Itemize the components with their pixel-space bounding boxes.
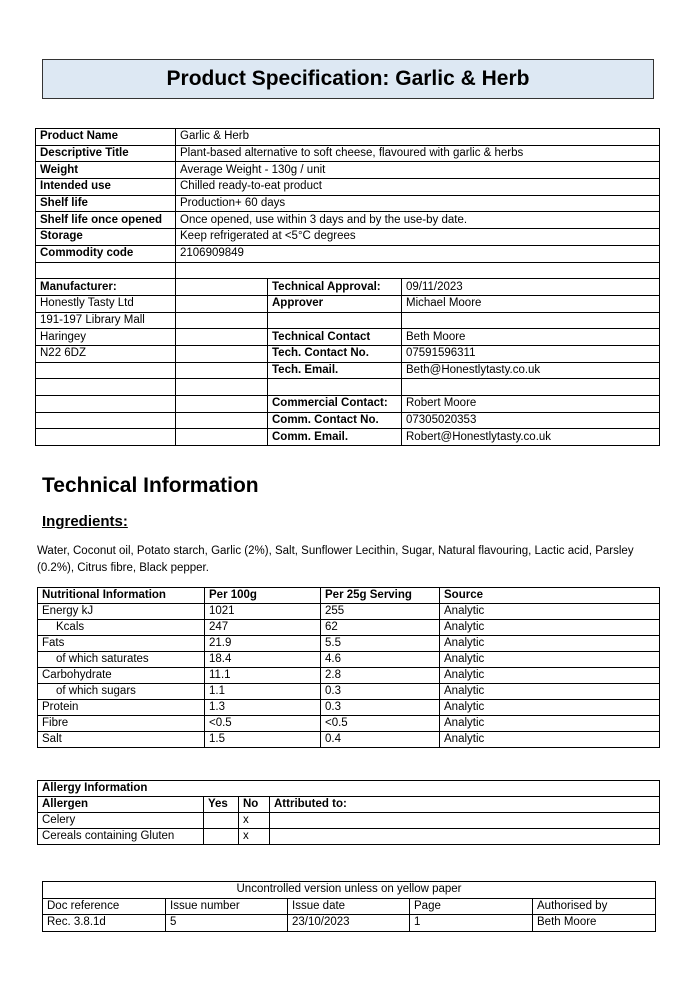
nutrient-name: Kcals — [38, 620, 205, 636]
allergy-title-row — [38, 781, 660, 797]
per-100g-value: 21.9 — [205, 636, 321, 652]
commercial-contact-label: Commercial Contact: — [268, 396, 402, 413]
spec-value: Keep refrigerated at <5°C degrees — [176, 229, 660, 246]
source-value: Analytic — [440, 732, 660, 748]
spec-label: Product Name — [36, 129, 176, 146]
spec-row — [36, 162, 660, 179]
spec-table — [35, 128, 660, 446]
spec-row — [36, 229, 660, 246]
nutrient-name: Fibre — [38, 716, 205, 732]
per-serving-value: 0.3 — [321, 700, 440, 716]
nutrient-name: Fats — [38, 636, 205, 652]
column-header: Issue number — [166, 898, 288, 915]
nutrient-name: of which sugars — [38, 684, 205, 700]
blank-row — [36, 379, 660, 396]
spec-value: Once opened, use within 3 days and by the use-by date. — [176, 212, 660, 229]
allergen-no: x — [239, 813, 270, 829]
per-100g-value: 1021 — [205, 604, 321, 620]
spec-row — [36, 179, 660, 196]
column-header: Page — [410, 898, 533, 915]
allergen-name: Cereals containing Gluten — [38, 829, 204, 845]
contact-row — [36, 412, 660, 429]
column-header: Doc reference — [43, 898, 166, 915]
per-serving-value: 255 — [321, 604, 440, 620]
source-value: Analytic — [440, 620, 660, 636]
spec-row — [36, 245, 660, 262]
contact-row — [36, 329, 660, 346]
nutrition-header-row — [38, 588, 660, 604]
allergy-table — [37, 780, 660, 845]
column-header: Per 25g Serving — [321, 588, 440, 604]
per-serving-value: 5.5 — [321, 636, 440, 652]
contact-row — [36, 312, 660, 329]
issue-date-value: 23/10/2023 — [288, 915, 410, 932]
per-100g-value: 11.1 — [205, 668, 321, 684]
footer-value-row — [43, 915, 656, 932]
source-value: Analytic — [440, 604, 660, 620]
document-title: Product Specification: Garlic & Herb — [42, 59, 654, 99]
column-header: Authorised by — [533, 898, 656, 915]
nutrition-row — [38, 620, 660, 636]
page-value: 1 — [410, 915, 533, 932]
approver-value: Michael Moore — [402, 295, 660, 312]
nutrition-row — [38, 652, 660, 668]
footer-notice-row — [43, 882, 656, 899]
document-control-table — [42, 881, 656, 932]
column-header: Yes — [204, 797, 239, 813]
contact-row — [36, 295, 660, 312]
per-serving-value: 2.8 — [321, 668, 440, 684]
column-header: Per 100g — [205, 588, 321, 604]
manufacturer-line: Honestly Tasty Ltd — [36, 295, 176, 312]
allergy-title: Allergy Information — [38, 781, 660, 797]
authorised-by-value: Beth Moore — [533, 915, 656, 932]
per-serving-value: 4.6 — [321, 652, 440, 668]
column-header: No — [239, 797, 270, 813]
column-header: Nutritional Information — [38, 588, 205, 604]
allergy-row — [38, 813, 660, 829]
spec-row — [36, 129, 660, 146]
nutrition-row — [38, 716, 660, 732]
per-100g-value: 18.4 — [205, 652, 321, 668]
spec-value: 2106909849 — [176, 245, 660, 262]
allergen-yes — [204, 813, 239, 829]
source-value: Analytic — [440, 668, 660, 684]
spec-row — [36, 195, 660, 212]
contact-row — [36, 279, 660, 296]
footer-header-row — [43, 898, 656, 915]
spec-value: Plant-based alternative to soft cheese, flavoured with garlic & herbs — [176, 145, 660, 162]
nutrition-row — [38, 668, 660, 684]
nutrition-row — [38, 604, 660, 620]
commercial-contact-value: Robert Moore — [402, 396, 660, 413]
comm-email-label: Comm. Email. — [268, 429, 402, 446]
nutrient-name: Protein — [38, 700, 205, 716]
tech-contact-no-value: 07591596311 — [402, 345, 660, 362]
tech-email-value: Beth@Honestlytasty.co.uk — [402, 362, 660, 379]
per-100g-value: 1.1 — [205, 684, 321, 700]
uncontrolled-notice: Uncontrolled version unless on yellow paper — [43, 882, 656, 899]
allergen-yes — [204, 829, 239, 845]
manufacturer-label: Manufacturer: — [36, 279, 176, 296]
contact-row — [36, 362, 660, 379]
allergen-attributed — [270, 829, 660, 845]
nutrient-name: Carbohydrate — [38, 668, 205, 684]
nutrition-row — [38, 684, 660, 700]
spec-row — [36, 145, 660, 162]
source-value: Analytic — [440, 636, 660, 652]
spec-value: Average Weight - 130g / unit — [176, 162, 660, 179]
allergy-row — [38, 829, 660, 845]
doc-reference-value: Rec. 3.8.1d — [43, 915, 166, 932]
allergen-no: x — [239, 829, 270, 845]
manufacturer-line: Haringey — [36, 329, 176, 346]
approver-label: Approver — [268, 295, 402, 312]
spec-row — [36, 212, 660, 229]
spec-value: Production+ 60 days — [176, 195, 660, 212]
spec-value: Chilled ready-to-eat product — [176, 179, 660, 196]
source-value: Analytic — [440, 700, 660, 716]
technical-information-heading: Technical Information — [42, 474, 259, 497]
manufacturer-line: 191-197 Library Mall — [36, 312, 176, 329]
comm-contact-no-value: 07305020353 — [402, 412, 660, 429]
nutrition-row — [38, 700, 660, 716]
nutrient-name: Salt — [38, 732, 205, 748]
nutrition-table — [37, 587, 660, 748]
per-serving-value: 0.3 — [321, 684, 440, 700]
column-header: Source — [440, 588, 660, 604]
comm-email-value: Robert@Honestlytasty.co.uk — [402, 429, 660, 446]
issue-number-value: 5 — [166, 915, 288, 932]
nutrition-row — [38, 732, 660, 748]
per-100g-value: 1.3 — [205, 700, 321, 716]
allergen-attributed — [270, 813, 660, 829]
nutrient-name: of which saturates — [38, 652, 205, 668]
allergen-name: Celery — [38, 813, 204, 829]
column-header: Attributed to: — [270, 797, 660, 813]
source-value: Analytic — [440, 684, 660, 700]
spec-label: Storage — [36, 229, 176, 246]
contact-row — [36, 429, 660, 446]
technical-approval-label: Technical Approval: — [268, 279, 402, 296]
column-header: Issue date — [288, 898, 410, 915]
nutrition-row — [38, 636, 660, 652]
allergy-header-row — [38, 797, 660, 813]
technical-approval-value: 09/11/2023 — [402, 279, 660, 296]
per-serving-value: <0.5 — [321, 716, 440, 732]
blank-row — [36, 262, 660, 279]
tech-email-label: Tech. Email. — [268, 362, 402, 379]
spec-value: Garlic & Herb — [176, 129, 660, 146]
tech-contact-no-label: Tech. Contact No. — [268, 345, 402, 362]
per-100g-value: <0.5 — [205, 716, 321, 732]
spec-label: Weight — [36, 162, 176, 179]
spec-label: Shelf life once opened — [36, 212, 176, 229]
spec-label: Intended use — [36, 179, 176, 196]
contact-row — [36, 345, 660, 362]
source-value: Analytic — [440, 652, 660, 668]
per-100g-value: 247 — [205, 620, 321, 636]
spec-label: Descriptive Title — [36, 145, 176, 162]
per-serving-value: 0.4 — [321, 732, 440, 748]
technical-contact-label: Technical Contact — [268, 329, 402, 346]
column-header: Allergen — [38, 797, 204, 813]
per-serving-value: 62 — [321, 620, 440, 636]
source-value: Analytic — [440, 716, 660, 732]
contact-row — [36, 396, 660, 413]
comm-contact-no-label: Comm. Contact No. — [268, 412, 402, 429]
spec-label: Commodity code — [36, 245, 176, 262]
manufacturer-line: N22 6DZ — [36, 345, 176, 362]
ingredients-text: Water, Coconut oil, Potato starch, Garlic (2%), Salt, Sunflower Lecithin, Sugar, Natural flavouring, Lactic acid, Parsley (0.2%), Citrus fibre, Black pepper. — [37, 545, 634, 574]
spec-label: Shelf life — [36, 195, 176, 212]
per-100g-value: 1.5 — [205, 732, 321, 748]
nutrient-name: Energy kJ — [38, 604, 205, 620]
technical-contact-value: Beth Moore — [402, 329, 660, 346]
ingredients-heading: Ingredients: — [42, 513, 128, 530]
